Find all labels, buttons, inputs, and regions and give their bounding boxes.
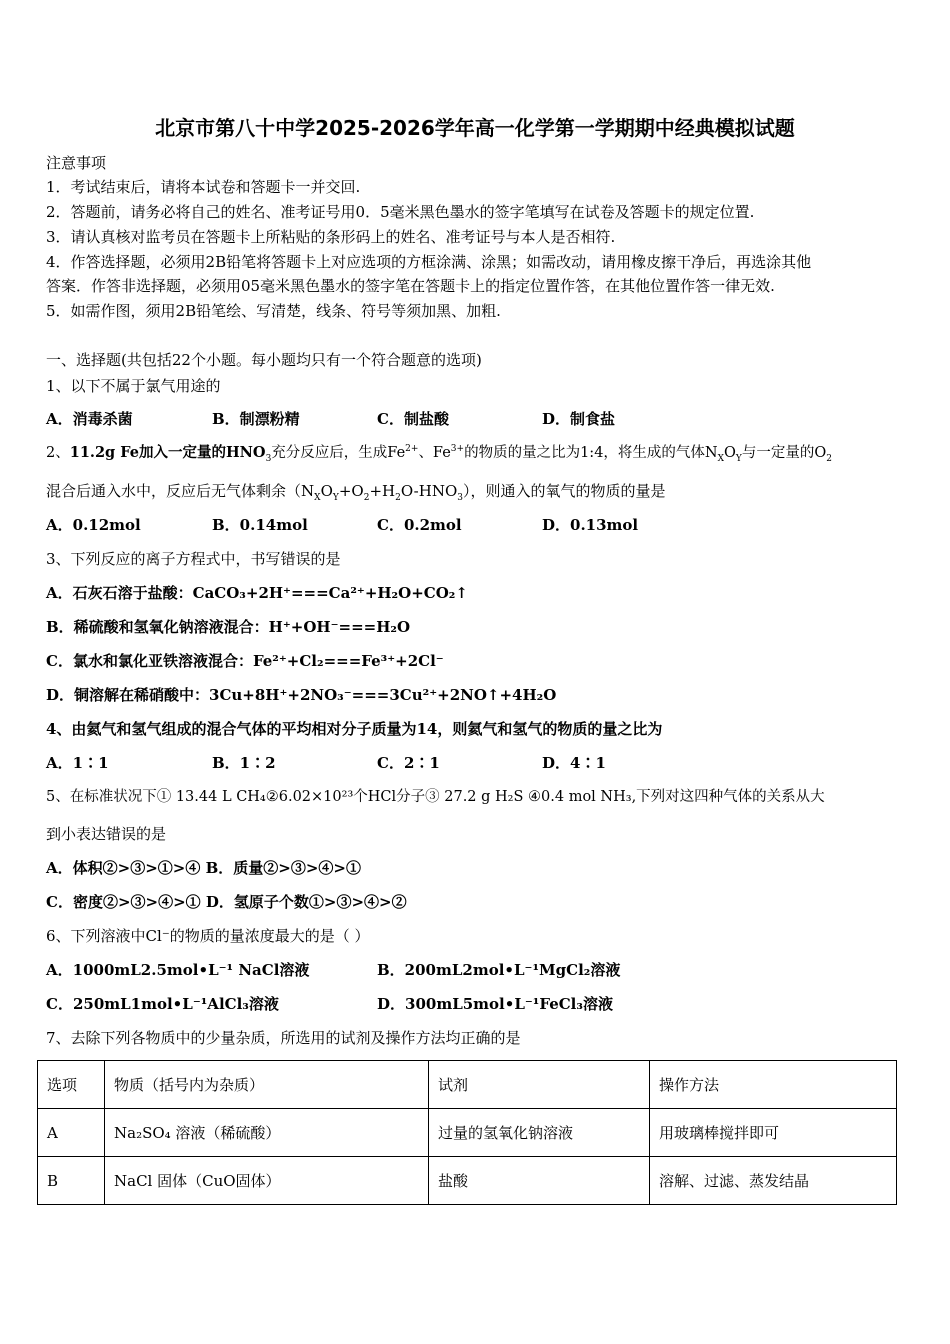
q4-option-b: B．1∶2 xyxy=(212,754,276,772)
q3-option-b: B．稀硫酸和氢氧化钠溶液混合：H⁺+OH⁻===H₂O xyxy=(46,618,411,636)
notice-item-5: 5．如需作图，须用2B铅笔绘、写清楚，线条、符号等须加黑、加粗. xyxy=(46,302,501,320)
q5-options-cd: C．密度②>③>④>① D．氢原子个数①>③>④>② xyxy=(46,893,407,911)
q5-stem-line1: 5、在标准状况下① 13.44 L CH₄②6.02×10²³个HCl分子③ 27.2 g H₂S ④0.4 mol NH₃,下列对这四种气体的关系从大 xyxy=(46,789,825,805)
q2-option-a: A．0.12mol xyxy=(46,516,141,534)
q2-stem-line2: 混合后通入水中，反应后无气体剩余$(N_XO_Y+O_2+H_2O-HNO_3)$，则通入的氧气的物质的量是 xyxy=(46,482,666,503)
table-cell: 用玻璃棒搅拌即可 xyxy=(650,1109,897,1157)
notice-item-2: 2．答题前，请务必将自己的姓名、准考证号用0．5毫米黑色墨水的签字笔填写在试卷及答题卡的规定位置. xyxy=(46,203,755,221)
q7-table xyxy=(37,1060,897,1205)
q6-option-c: C．250mL1mol•L⁻¹AlCl₃溶液 xyxy=(46,995,279,1013)
table-row xyxy=(38,1157,897,1205)
page-title: 北京市第八十中学2025-2026学年高一化学第一学期期中经典模拟试题 xyxy=(155,116,795,140)
table-cell: 溶解、过滤、蒸发结晶 xyxy=(650,1157,897,1205)
q6-option-b: B．200mL2mol•L⁻¹MgCl₂溶液 xyxy=(377,961,621,979)
q3-stem: 3、下列反应的离子方程式中，书写错误的是 xyxy=(46,550,341,568)
notice-item-1: 1．考试结束后，请将本试卷和答题卡一并交回. xyxy=(46,178,361,196)
q4-option-d: D．4∶1 xyxy=(542,754,606,772)
q1-option-c: C．制盐酸 xyxy=(377,410,449,428)
q4-stem: 4、由氦气和氢气组成的混合气体的平均相对分子质量为14，则氦气和氢气的物质的量之比为 xyxy=(46,720,663,738)
q3-option-d: D．铜溶解在稀硝酸中：3Cu+8H⁺+2NO₃⁻===3Cu²⁺+2NO↑+4H₂O xyxy=(46,686,557,704)
q1-option-b: B．制漂粉精 xyxy=(212,410,300,428)
q2-line2-d: +H xyxy=(369,482,396,500)
table-header-cell: 物质（括号内为杂质） xyxy=(105,1061,429,1109)
q6-option-a: A．1000mL2.5mol•L⁻¹ NaCl溶液 xyxy=(46,961,310,979)
q1-option-d: D．制食盐 xyxy=(542,410,616,428)
notice-heading: 注意事项 xyxy=(46,154,107,172)
table-cell: Na₂SO₄ 溶液（稀硫酸） xyxy=(105,1109,429,1157)
q2-option-b: B．0.14mol xyxy=(212,516,308,534)
q3-option-a: A．石灰石溶于盐酸：CaCO₃+2H⁺===Ca²⁺+H₂O+CO₂↑ xyxy=(46,584,468,602)
table-cell: A xyxy=(38,1109,105,1157)
q2-line2-a: 混合后通入水中，反应后无气体剩余（N xyxy=(46,482,315,500)
table-header-cell: 试剂 xyxy=(429,1061,650,1109)
table-cell: 过量的氢氧化钠溶液 xyxy=(429,1109,650,1157)
table-header-cell: 操作方法 xyxy=(650,1061,897,1109)
q2-option-c: C．0.2mol xyxy=(377,516,462,534)
q2-line2-e: O-HNO xyxy=(400,482,458,500)
q2-part3: 、Fe xyxy=(418,445,451,461)
q2-option-d: D．0.13mol xyxy=(542,516,639,534)
q2-part2: 充分反应后，生成Fe xyxy=(271,445,406,461)
q2-part1: 11.2g Fe加入一定量的HNO xyxy=(69,444,266,461)
q2-part4: 的物质的量之比为1:4，将生成的气体N xyxy=(464,445,718,461)
q2-line2-b: O xyxy=(320,482,333,500)
q4-option-c: C．2∶1 xyxy=(377,754,440,772)
q2-stem-line1: 2、11.2g Fe加入一定量的$HNO_3$充分反应后，生成$Fe^{2+}$、$Fe^{3+}$的物质的量之比为1:4，将生成的气体$N_XO_Y$与一定量的$O_2$ xyxy=(46,444,832,464)
notice-item-3: 3．请认真核对监考员在答题卡上所粘贴的条形码上的姓名、准考证号与本人是否相符. xyxy=(46,228,616,246)
q2-line2-f: ），则通入的氧气的物质的量是 xyxy=(462,482,666,500)
notice-item-4-cont: 答案．作答非选择题，必须用05毫米黑色墨水的签字笔在答题卡上的指定位置作答，在其他位置作答一律无效. xyxy=(46,277,775,295)
q5-stem-line2: 到小表达错误的是 xyxy=(46,825,167,843)
table-row xyxy=(38,1109,897,1157)
q1-stem: 1、以下不属于氯气用途的 xyxy=(46,377,221,395)
q2-part5: O xyxy=(724,445,736,461)
q6-stem: 6、下列溶液中Cl⁻的物质的量浓度最大的是（ ） xyxy=(46,927,370,945)
table-header-cell: 选项 xyxy=(38,1061,105,1109)
q2-part6: 与一定量的O xyxy=(741,445,827,461)
q3-option-c: C．氯水和氯化亚铁溶液混合：Fe²⁺+Cl₂===Fe³⁺+2Cl⁻ xyxy=(46,652,444,670)
table-cell: B xyxy=(38,1157,105,1205)
table-cell: NaCl 固体（CuO固体） xyxy=(105,1157,429,1205)
table-cell: 盐酸 xyxy=(429,1157,650,1205)
q4-option-a: A．1∶1 xyxy=(46,754,109,772)
q5-options-ab: A．体积②>③>①>④ B．质量②>③>④>① xyxy=(46,859,361,877)
notice-item-4: 4．作答选择题，必须用2B铅笔将答题卡上对应选项的方框涂满、涂黑；如需改动，请用橡皮擦干净后，再选涂其他 xyxy=(46,253,812,271)
table-header-row xyxy=(38,1061,897,1109)
q7-stem: 7、去除下列各物质中的少量杂质，所选用的试剂及操作方法均正确的是 xyxy=(46,1029,521,1047)
q2-line2-c: +O xyxy=(338,482,364,500)
section-heading: 一、选择题(共包括22个小题。每小题均只有一个符合题意的选项) xyxy=(46,351,482,369)
q2-num: 2、 xyxy=(46,445,70,461)
q6-option-d: D．300mL5mol•L⁻¹FeCl₃溶液 xyxy=(377,995,613,1013)
q1-option-a: A．消毒杀菌 xyxy=(46,410,133,428)
